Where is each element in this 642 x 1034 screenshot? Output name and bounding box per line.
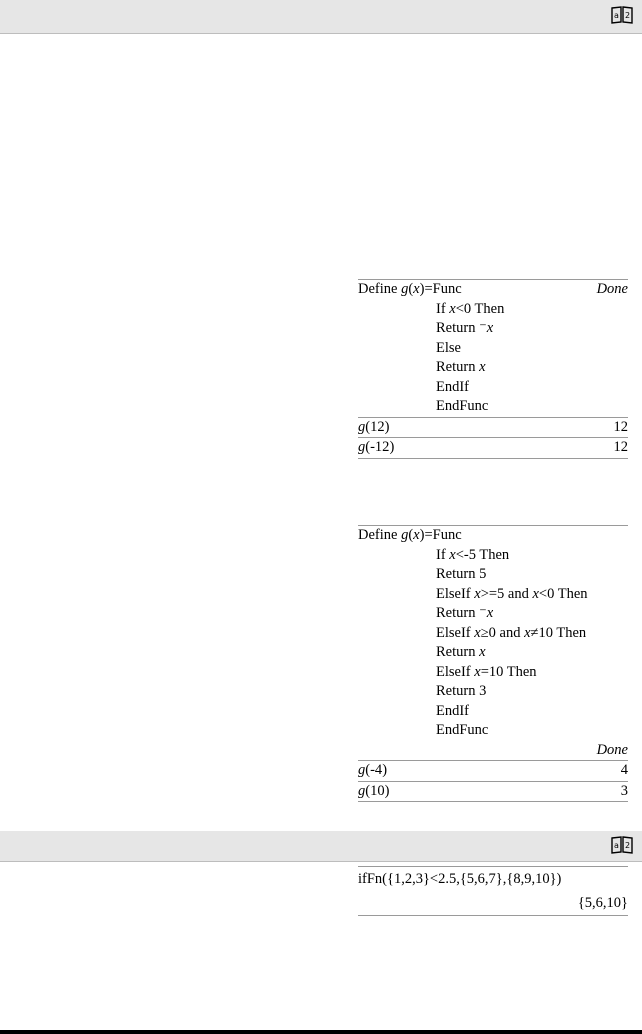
variable: x — [524, 624, 531, 641]
call-arg: 10 — [370, 782, 385, 799]
function-body — [358, 300, 628, 417]
code-text: Return 3 — [436, 683, 487, 699]
call-result: 4 — [620, 762, 628, 778]
code-text: EndFunc — [436, 722, 489, 738]
calc-panel-2 — [358, 525, 628, 802]
code-text: <-5 Then — [455, 546, 510, 563]
call-row: g(10) 3 — [358, 781, 628, 803]
code-line — [358, 682, 628, 702]
header-band-top — [0, 0, 642, 34]
code-line — [358, 339, 628, 359]
define-entry: Define g(x)=Func Done If x<0 Then Return ⁻x Else Return x EndIf EndFunc — [358, 279, 628, 417]
code-line — [358, 604, 628, 624]
code-text: Return 5 — [436, 566, 487, 582]
code-text: Return — [436, 644, 480, 660]
code-line — [358, 702, 628, 722]
code-line — [358, 358, 628, 378]
call-fn: g — [358, 782, 366, 799]
call-row: g(12) 12 — [358, 417, 628, 438]
code-line — [358, 546, 628, 566]
iffn-expression: ifFn({1,2,3}<2.5,{5,6,7},{8,9,10}) — [358, 871, 562, 887]
calc-panel-1 — [358, 279, 628, 459]
svg-text:a: a — [614, 841, 619, 850]
variable: x — [479, 359, 486, 375]
code-text: Else — [436, 339, 461, 356]
code-line — [358, 624, 628, 644]
result-done: Done — [596, 741, 628, 758]
variable: x — [486, 320, 494, 336]
call-arg: -4 — [370, 762, 383, 778]
define-keyword: Define — [358, 527, 402, 543]
code-line — [358, 663, 628, 683]
header-band-bottom — [0, 831, 642, 862]
code-text: Return — [436, 605, 480, 621]
iffn-result: {5,6,10} — [577, 895, 628, 911]
code-text: If — [436, 546, 450, 563]
code-line — [358, 721, 628, 741]
open-book-icon — [610, 835, 634, 855]
variable: x — [486, 605, 494, 621]
function-body — [358, 546, 628, 741]
define-entry: Define g(x)=Func If x<-5 Then Return 5 ElseIf x>=5 and x<0 Then Return ⁻x ElseIf x≥0 and x≠10 Then Return x ElseIf x=10 Then Return 3 EndIf EndFunc Done — [358, 525, 628, 760]
function-name: g — [401, 527, 409, 543]
variable: x — [532, 585, 539, 602]
call-row: g(-12) 12 — [358, 437, 628, 459]
code-text: ≥0 and — [480, 624, 525, 641]
code-text: If — [436, 300, 450, 317]
code-text: <0 Then — [455, 300, 505, 317]
variable: x — [474, 585, 481, 602]
negation-sign: ⁻ — [479, 320, 487, 336]
call-row: g(-4) 4 — [358, 760, 628, 781]
call-fn: g — [358, 762, 366, 778]
function-arg: x — [413, 281, 420, 297]
svg-text:2: 2 — [625, 11, 631, 20]
code-line — [358, 585, 628, 605]
variable: x — [479, 644, 486, 660]
variable: x — [449, 300, 456, 317]
code-line — [358, 378, 628, 398]
code-line — [358, 397, 628, 417]
result-done: Done — [596, 281, 628, 297]
call-result: 12 — [613, 439, 628, 455]
page-bottom-rule — [0, 1030, 642, 1034]
code-text: =10 Then — [480, 663, 537, 680]
code-line — [358, 643, 628, 663]
call-fn: g — [358, 418, 366, 435]
open-book-icon — [610, 5, 634, 25]
code-text: EndIf — [436, 702, 470, 719]
code-text: Return — [436, 320, 480, 336]
call-fn: g — [358, 439, 366, 455]
code-text: Return — [436, 359, 480, 375]
svg-text:2: 2 — [625, 841, 631, 850]
iffn-entry — [358, 866, 628, 916]
call-arg: 12 — [370, 418, 385, 435]
code-text: EndFunc — [436, 398, 489, 414]
negation-sign: ⁻ — [479, 605, 487, 621]
code-text: ElseIf — [436, 585, 475, 602]
variable: x — [474, 624, 481, 641]
function-name: g — [401, 281, 409, 297]
call-result: 3 — [620, 782, 628, 799]
code-line — [358, 300, 628, 320]
function-arg: x — [413, 527, 420, 543]
svg-text:a: a — [614, 11, 619, 20]
code-text: ElseIf — [436, 663, 475, 680]
code-text: >=5 and — [480, 585, 533, 602]
code-line — [358, 319, 628, 339]
func-keyword: =Func — [424, 527, 462, 543]
func-keyword: =Func — [424, 281, 462, 297]
code-text: <0 Then — [538, 585, 588, 602]
define-keyword: Define — [358, 281, 402, 297]
variable: x — [449, 546, 456, 563]
code-line — [358, 565, 628, 585]
calc-panel-3 — [358, 866, 628, 916]
code-text: ElseIf — [436, 624, 475, 641]
code-text: EndIf — [436, 378, 470, 395]
call-arg: -12 — [370, 439, 390, 455]
variable: x — [474, 663, 481, 680]
code-text: ≠10 Then — [530, 624, 587, 641]
call-result: 12 — [613, 418, 628, 435]
